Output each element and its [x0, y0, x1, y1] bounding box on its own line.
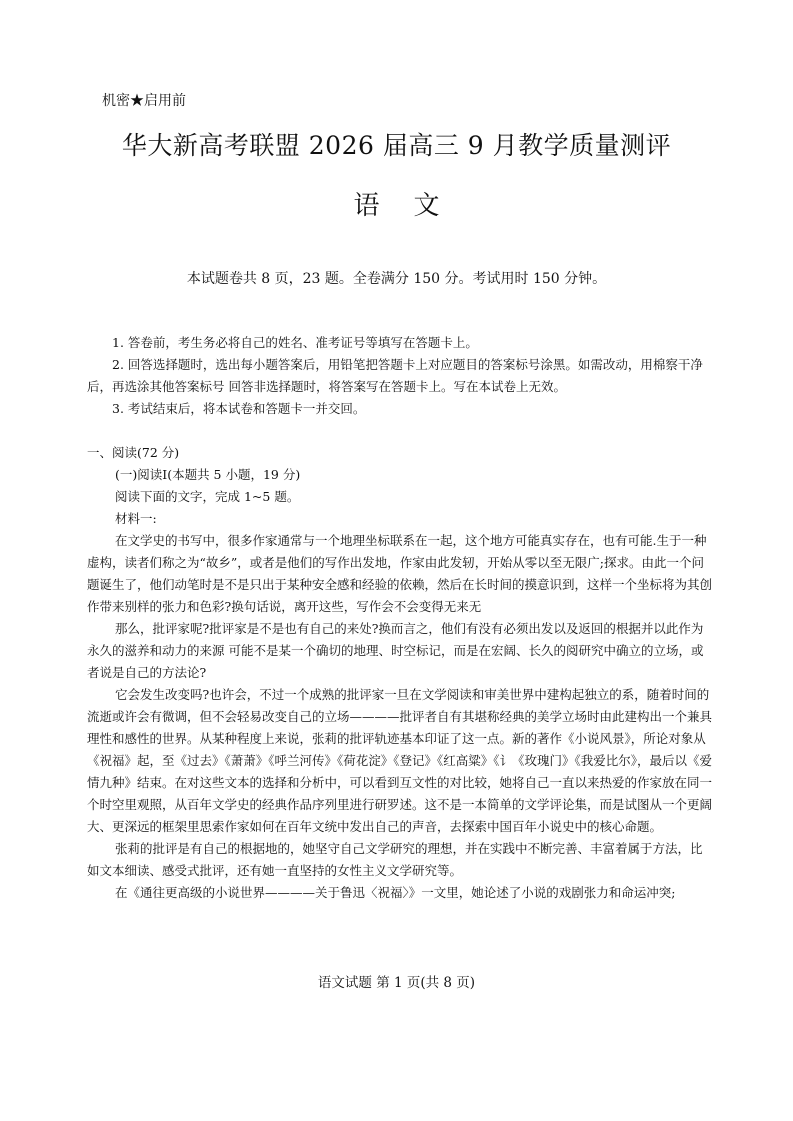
- material-label: 材料一:: [115, 511, 157, 526]
- section-heading: 一、阅读(72 分): [87, 445, 180, 460]
- subject-title: 语文: [353, 191, 474, 221]
- passage-paragraph: 张莉的批评是有自己的根据地的，她坚守自己文学研究的理想，并在实践中不断完善、丰富着属于方法，比如文本细读、感受式批评，还有她一直坚持的女性主义文学研究等。: [87, 841, 703, 878]
- page-footer: 语文试题 第 1 页(共 8 页): [317, 975, 476, 991]
- notice-item: 1. 答卷前，考生务必将自己的姓名、准考证号等填写在答题卡上。: [112, 335, 478, 350]
- reading-instruction: 阅读下面的文字，完成 1~5 题。: [115, 489, 300, 504]
- reading-section: [87, 442, 712, 904]
- sub-section-heading: (一)阅读Ⅰ(本题共 5 小题，19 分): [115, 467, 301, 482]
- passage-paragraph: 在《通往更高级的小说世界————关于鲁迅〈祝福〉》一文里，她论述了小说的戏剧张力和命运冲突;: [115, 885, 676, 900]
- passage-paragraph: 它会发生改变吗?也许会，不过一个成熟的批评家一旦在文学阅读和审美世界中建构起独立的系，随着时间的流逝或许会有微调，但不会轻易改变自己的立场————批评者自有其堪称经典的美学立场时由此建构出一个兼具理性和感性的世界。从某种程度上来说，张莉的批评轨迹基本印证了这一点。新的著作《小说风景》，所论对象从《祝福》起，至《过去》《萧萧》《呼兰河传》《荷花淀》《登记》《红高粱》《讠《玫瑰门》《我爱比尔》，最后以《爱情九种》结束。在对这些文本的选择和分析中，可以看到互文性的对比较，她将自己一直以来热爱的作家放在同一个时空里观照，从百年文学史的经典作品序列里进行研罗述。这不是一本简单的文学评论集，而是试图从一个更阔大、更深远的框架里思索作家如何在百年文统中发出自己的声音，去探索中国百年小说史中的核心命题。: [87, 687, 713, 834]
- confidential-label: 机密★启用前: [102, 93, 186, 109]
- notice-item: 3. 考试结束后，将本试卷和答题卡一并交回。: [112, 401, 366, 416]
- exam-title: 华大新高考联盟 2026 届高三 9 月教学质量测评: [121, 131, 672, 160]
- passage-paragraph: 那么，批评家呢?批评家是不是也有自己的来处?换而言之，他们有没有必须出发以及返回的根据并以此作为永久的滋养和动力的来源 可能不是某一个确切的地理、时空标记，而是在宏阔、长久的阅研究中确立的立场，或者说是自己的方法论?: [87, 621, 704, 680]
- notice-item: 2. 回答选择题时，选出每小题答案后，用铅笔把答题卡上对应题目的答案标号涂黑。如需改动，用棉察干净后，再选涂其他答案标号 回答非选择题时，将答案写在答题卡上。写在本试卷上无效。: [87, 357, 703, 394]
- passage-paragraph: 在文学史的书写中，很多作家通常与一个地理坐标联系在一起，这个地方可能真实存在，也有可能.生于一种虚构，读者们称之为“故乡”，或者是他们的写作出发地，作家由此发轫，开始从零以至无限广;探求。由此一个问题诞生了，他们动笔时是不是只出于某种安全感和经验的依赖，然后在长时间的摸意识到，这样一个坐标将为其创作带来别样的张力和色彩?换句话说，离开这些，写作会不会变得无来无: [87, 533, 713, 614]
- notice-list: [87, 332, 712, 420]
- exam-info: 本试题卷共 8 页，23 题。全卷满分 150 分。考试用时 150 分钟。: [186, 271, 607, 287]
